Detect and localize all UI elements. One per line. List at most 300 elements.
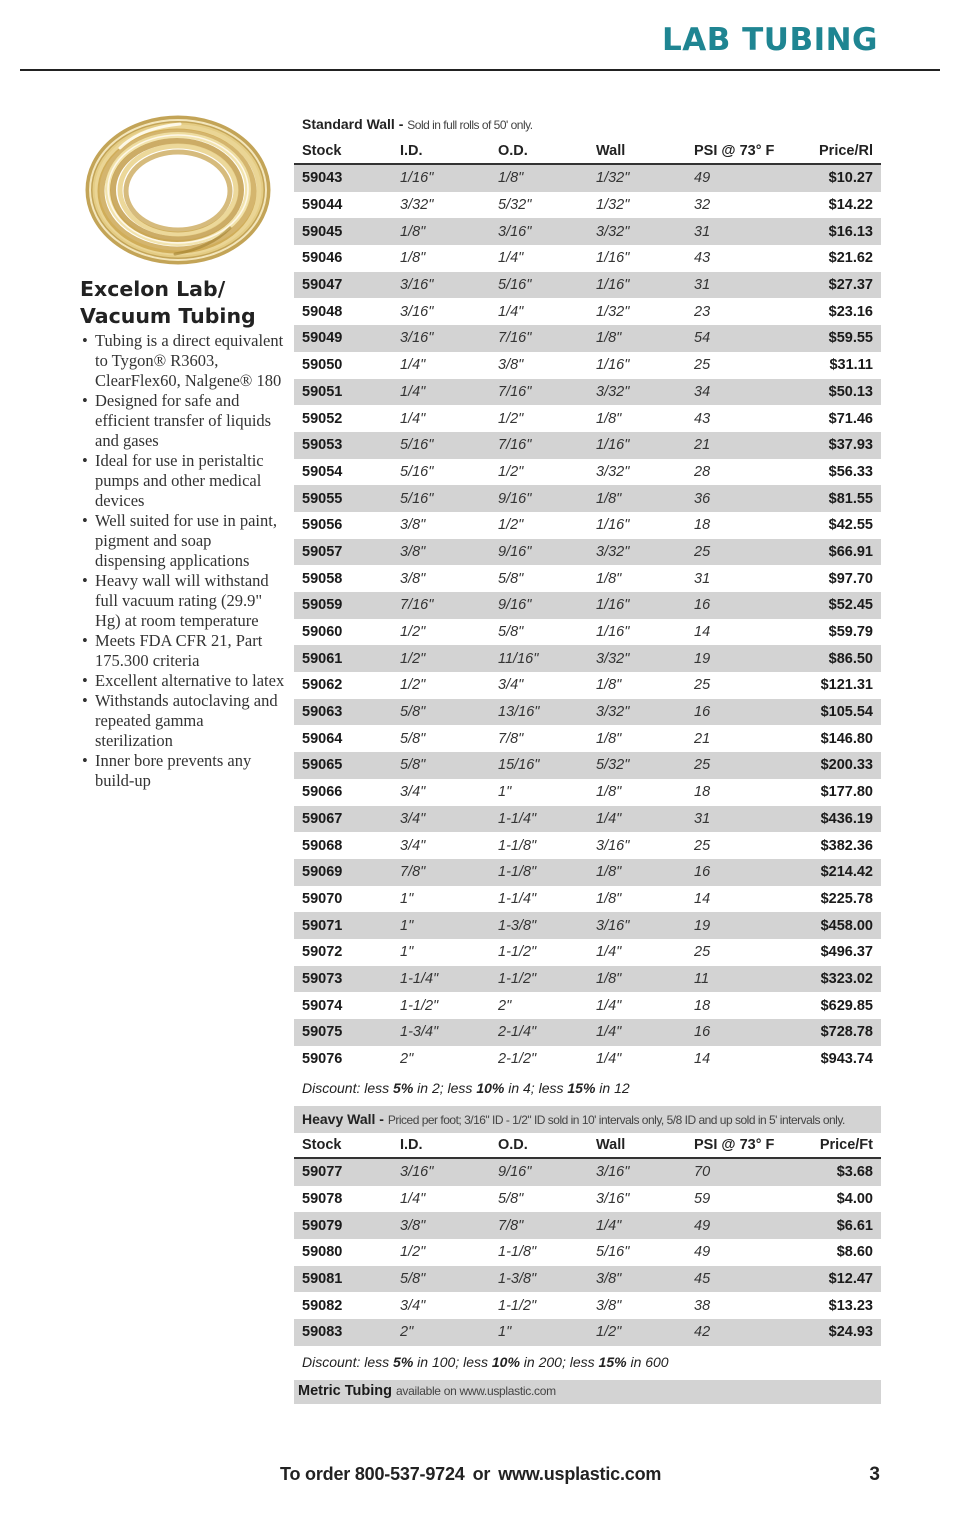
column-header-stock: Stock xyxy=(294,139,392,164)
feature-item: • Meets FDA CFR 21, Part 175.300 criteria xyxy=(80,631,285,671)
cell-price: $13.23 xyxy=(828,1297,873,1314)
table-row xyxy=(294,218,881,245)
cell-wall: 1/8" xyxy=(588,966,686,993)
cell-stock: 59045 xyxy=(294,218,392,245)
heavy-wall-table xyxy=(294,1133,881,1346)
cell-psi: 18 xyxy=(694,784,711,801)
cell-psi: 21 xyxy=(694,730,711,747)
cell-stock: 59051 xyxy=(294,379,392,406)
cell-od: 5/16" xyxy=(490,272,588,299)
cell-price: $105.54 xyxy=(786,699,881,726)
cell-wall: 1/4" xyxy=(588,1212,686,1239)
table-row xyxy=(294,886,881,913)
cell-stock: 59056 xyxy=(302,517,343,534)
feature-item: • Designed for safe and efficient transfer of liquids and gases xyxy=(80,391,285,451)
cell-id: 1/8" xyxy=(392,218,490,245)
heavy-wall-note: Priced per foot; 3/16" ID - 1/2" ID sold in 10' intervals only, 5/8 ID and up sold in 5' intervals only. xyxy=(387,1113,845,1127)
cell-wall: 1/2" xyxy=(588,1319,686,1346)
discount-text: in 600 xyxy=(626,1353,669,1370)
discount-pct: 15% xyxy=(598,1353,627,1370)
cell-wall: 1/4" xyxy=(596,944,622,961)
cell-wall: 1/8" xyxy=(588,859,686,886)
cell-wall: 1/8" xyxy=(596,410,622,427)
cell-price: $943.74 xyxy=(820,1051,873,1068)
cell-wall: 1/32" xyxy=(596,197,630,214)
discount-pct: 10% xyxy=(491,1353,520,1370)
table-row xyxy=(294,1319,881,1346)
cell-wall: 3/32" xyxy=(588,379,686,406)
standard-wall-discount xyxy=(294,1072,881,1102)
cell-id: 1/2" xyxy=(400,624,426,641)
discount-text: in 4; less xyxy=(504,1080,568,1097)
cell-psi: 14 xyxy=(694,1051,711,1068)
product-name-line-1: Excelon Lab/ xyxy=(80,277,226,301)
cell-price: $14.22 xyxy=(828,197,873,214)
cell-wall: 1/32" xyxy=(588,164,686,192)
discount-pct: 15% xyxy=(567,1080,596,1097)
cell-price: $10.27 xyxy=(786,164,881,192)
cell-price: $4.00 xyxy=(836,1191,873,1208)
cell-id: 1" xyxy=(400,890,414,907)
cell-psi: 23 xyxy=(694,303,711,320)
cell-wall: 3/16" xyxy=(588,1158,686,1186)
cell-wall: 3/8" xyxy=(596,1297,622,1314)
table-row xyxy=(294,272,881,299)
cell-stock: 59071 xyxy=(294,912,392,939)
cell-id: 1/2" xyxy=(400,1244,426,1261)
table-row xyxy=(294,164,881,192)
heavy-wall-discount xyxy=(294,1346,881,1376)
cell-psi: 38 xyxy=(694,1297,711,1314)
cell-wall: 1/8" xyxy=(588,325,686,352)
cell-id: 3/4" xyxy=(392,806,490,833)
section-title: LAB TUBING xyxy=(661,22,878,58)
discount-text: Discount: less xyxy=(302,1353,394,1370)
feature-item: • Inner bore prevents any build-up xyxy=(80,751,285,791)
cell-stock: 59047 xyxy=(294,272,392,299)
column-header-wall: Wall xyxy=(588,1133,686,1158)
cell-psi: 45 xyxy=(686,1266,786,1293)
cell-od: 1-3/8" xyxy=(490,1266,588,1293)
cell-od: 2" xyxy=(498,997,512,1014)
metric-tubing-bar xyxy=(294,1380,881,1404)
cell-od: 9/16" xyxy=(490,485,588,512)
cell-od: 9/16" xyxy=(490,592,588,619)
column-header-id: I.D. xyxy=(392,1133,490,1158)
cell-id: 3/8" xyxy=(400,570,426,587)
cell-stock: 59061 xyxy=(294,645,392,672)
cell-price: $16.13 xyxy=(786,218,881,245)
cell-psi: 11 xyxy=(686,966,786,993)
cell-price: $50.13 xyxy=(786,379,881,406)
cell-psi: 59 xyxy=(694,1191,711,1208)
cell-id: 5/16" xyxy=(392,432,490,459)
table-header-row xyxy=(294,1133,881,1158)
feature-item: • Excellent alternative to latex xyxy=(80,671,285,691)
cell-od: 1-1/4" xyxy=(498,890,537,907)
cell-psi: 21 xyxy=(686,432,786,459)
cell-od: 15/16" xyxy=(490,752,588,779)
cell-price: $146.80 xyxy=(820,730,873,747)
cell-od: 2-1/2" xyxy=(498,1051,537,1068)
cell-wall: 1/8" xyxy=(596,890,622,907)
column-header-price: Price/Ft xyxy=(786,1133,881,1158)
table-row xyxy=(294,725,881,752)
table-row xyxy=(294,379,881,406)
cell-stock: 59068 xyxy=(302,837,343,854)
cell-wall: 3/16" xyxy=(596,837,630,854)
cell-od: 1/2" xyxy=(498,463,524,480)
cell-od: 1/4" xyxy=(498,303,524,320)
order-phone: To order 800-537-9724 xyxy=(280,1464,465,1484)
footer-or: or xyxy=(472,1464,491,1484)
cell-stock: 59067 xyxy=(294,806,392,833)
discount-pct: 10% xyxy=(476,1080,505,1097)
cell-price: $214.42 xyxy=(786,859,881,886)
cell-wall: 5/16" xyxy=(596,1244,630,1261)
table-row xyxy=(294,832,881,859)
cell-stock: 59066 xyxy=(302,784,343,801)
tubing-coil-image xyxy=(80,108,276,268)
table-row xyxy=(294,779,881,806)
cell-stock: 59055 xyxy=(294,485,392,512)
cell-id: 1/8" xyxy=(400,250,426,267)
cell-psi: 25 xyxy=(694,677,711,694)
cell-psi: 14 xyxy=(694,890,711,907)
cell-id: 5/16" xyxy=(400,463,434,480)
cell-psi: 31 xyxy=(694,570,711,587)
table-row xyxy=(294,192,881,219)
footer-order-line xyxy=(280,1464,661,1485)
cell-psi: 42 xyxy=(686,1319,786,1346)
column-header-psi: PSI @ 73° F xyxy=(686,1133,786,1158)
cell-od: 1-1/2" xyxy=(490,966,588,993)
cell-od: 9/16" xyxy=(490,1158,588,1186)
table-row xyxy=(294,619,881,646)
cell-stock: 59052 xyxy=(302,410,343,427)
cell-id: 3/16" xyxy=(392,272,490,299)
cell-id: 1/4" xyxy=(400,1191,426,1208)
discount-text: in 200; less xyxy=(519,1353,599,1370)
product-name xyxy=(80,276,256,330)
cell-id: 5/8" xyxy=(392,699,490,726)
cell-od: 1/4" xyxy=(498,250,524,267)
cell-psi: 43 xyxy=(694,410,711,427)
cell-od: 3/8" xyxy=(498,357,524,374)
cell-od: 1-1/8" xyxy=(498,1244,537,1261)
cell-id: 5/8" xyxy=(400,730,426,747)
cell-id: 1/2" xyxy=(392,645,490,672)
cell-price: $382.36 xyxy=(820,837,873,854)
cell-stock: 59072 xyxy=(302,944,343,961)
cell-price: $629.85 xyxy=(820,997,873,1014)
cell-price: $24.93 xyxy=(786,1319,881,1346)
cell-od: 7/8" xyxy=(490,1212,588,1239)
standard-wall-note: Sold in full rolls of 50' only. xyxy=(407,118,533,132)
cell-stock: 59073 xyxy=(294,966,392,993)
table-row xyxy=(294,352,881,379)
cell-od: 3/16" xyxy=(490,218,588,245)
cell-od: 1" xyxy=(498,784,512,801)
cell-id: 1-1/2" xyxy=(400,997,439,1014)
cell-price: $323.02 xyxy=(786,966,881,993)
cell-price: $121.31 xyxy=(820,677,873,694)
table-row xyxy=(294,512,881,539)
cell-price: $52.45 xyxy=(786,592,881,619)
cell-id: 7/16" xyxy=(392,592,490,619)
feature-item: • Well suited for use in paint, pigment and soap dispensing applications xyxy=(80,511,285,571)
cell-wall: 1/16" xyxy=(596,250,630,267)
table-row xyxy=(294,592,881,619)
cell-psi: 25 xyxy=(694,944,711,961)
cell-id: 1/2" xyxy=(400,677,426,694)
cell-wall: 3/8" xyxy=(588,1266,686,1293)
cell-stock: 59077 xyxy=(294,1158,392,1186)
cell-price: $31.11 xyxy=(829,357,873,374)
cell-wall: 3/32" xyxy=(588,645,686,672)
cell-wall: 3/32" xyxy=(596,463,630,480)
cell-price: $6.61 xyxy=(786,1212,881,1239)
cell-wall: 3/16" xyxy=(588,912,686,939)
table-row xyxy=(294,245,881,272)
heavy-wall-body xyxy=(294,1158,881,1346)
cell-price: $42.55 xyxy=(828,517,873,534)
cell-od: 5/32" xyxy=(498,197,532,214)
heavy-wall-caption xyxy=(294,1106,881,1133)
cell-psi: 16 xyxy=(686,699,786,726)
table-row xyxy=(294,1186,881,1213)
cell-id: 3/8" xyxy=(400,517,426,534)
cell-price: $59.79 xyxy=(828,624,873,641)
cell-price: $200.33 xyxy=(786,752,881,779)
column-header-wall: Wall xyxy=(588,139,686,164)
cell-od: 5/8" xyxy=(498,570,524,587)
column-header-price: Price/Rl xyxy=(786,139,881,164)
discount-pct: 5% xyxy=(393,1353,414,1370)
cell-od: 1-1/8" xyxy=(498,837,537,854)
table-row xyxy=(294,459,881,486)
cell-wall: 1/32" xyxy=(596,303,630,320)
table-row xyxy=(294,298,881,325)
cell-od: 7/16" xyxy=(490,379,588,406)
discount-text: in 2; less xyxy=(413,1080,477,1097)
table-row xyxy=(294,1158,881,1186)
feature-item: • Ideal for use in peristaltic pumps and other medical devices xyxy=(80,451,285,511)
cell-od: 5/8" xyxy=(498,624,524,641)
cell-stock: 59058 xyxy=(302,570,343,587)
table-row xyxy=(294,859,881,886)
table-row xyxy=(294,325,881,352)
table-row xyxy=(294,939,881,966)
cell-psi: 49 xyxy=(694,1244,711,1261)
cell-stock: 59057 xyxy=(294,539,392,566)
cell-price: $86.50 xyxy=(786,645,881,672)
table-row xyxy=(294,1019,881,1046)
cell-od: 1-1/4" xyxy=(490,806,588,833)
table-row xyxy=(294,699,881,726)
cell-stock: 59060 xyxy=(302,624,343,641)
cell-stock: 59046 xyxy=(302,250,343,267)
cell-psi: 18 xyxy=(694,997,711,1014)
cell-stock: 59079 xyxy=(294,1212,392,1239)
cell-od: 7/8" xyxy=(498,730,524,747)
column-header-id: I.D. xyxy=(392,139,490,164)
feature-item: • Withstands autoclaving and repeated gamma sterilization xyxy=(80,691,285,751)
cell-od: 1-1/8" xyxy=(490,859,588,886)
cell-wall: 1/4" xyxy=(588,806,686,833)
cell-stock: 59081 xyxy=(294,1266,392,1293)
table-row xyxy=(294,645,881,672)
cell-id: 1/16" xyxy=(392,164,490,192)
cell-od: 5/8" xyxy=(498,1191,524,1208)
cell-psi: 31 xyxy=(686,218,786,245)
cell-stock: 59082 xyxy=(302,1297,343,1314)
cell-wall: 3/32" xyxy=(588,218,686,245)
cell-id: 3/4" xyxy=(400,1297,426,1314)
cell-stock: 59062 xyxy=(302,677,343,694)
discount-pct: 5% xyxy=(393,1080,414,1097)
cell-psi: 16 xyxy=(686,859,786,886)
table-row xyxy=(294,1212,881,1239)
heavy-wall-title: Heavy Wall - xyxy=(302,1111,384,1127)
cell-price: $81.55 xyxy=(786,485,881,512)
cell-stock: 59069 xyxy=(294,859,392,886)
cell-price: $436.19 xyxy=(786,806,881,833)
cell-od: 1-3/8" xyxy=(490,912,588,939)
cell-stock: 59063 xyxy=(294,699,392,726)
cell-wall: 1/16" xyxy=(596,624,630,641)
cell-stock: 59059 xyxy=(294,592,392,619)
cell-stock: 59078 xyxy=(302,1191,343,1208)
cell-stock: 59048 xyxy=(302,303,343,320)
metric-tubing-note: available on www.usplastic.com xyxy=(396,1383,556,1398)
cell-od: 7/16" xyxy=(490,325,588,352)
cell-id: 1/4" xyxy=(400,357,426,374)
cell-wall: 1/4" xyxy=(596,1051,622,1068)
cell-od: 1/8" xyxy=(490,164,588,192)
cell-id: 1/4" xyxy=(400,410,426,427)
cell-od: 1" xyxy=(490,1319,588,1346)
cell-psi: 19 xyxy=(686,645,786,672)
footer-website-link[interactable]: www.usplastic.com xyxy=(498,1464,662,1484)
cell-psi: 54 xyxy=(686,325,786,352)
table-row xyxy=(294,1046,881,1073)
discount-text: Discount: less xyxy=(302,1080,394,1097)
standard-wall-title: Standard Wall - xyxy=(302,116,404,132)
cell-psi: 49 xyxy=(686,1212,786,1239)
cell-wall: 1/8" xyxy=(596,730,622,747)
cell-stock: 59070 xyxy=(302,890,343,907)
cell-psi: 43 xyxy=(694,250,711,267)
cell-price: $37.93 xyxy=(786,432,881,459)
standard-wall-section xyxy=(294,108,881,1102)
cell-od: 1-1/2" xyxy=(498,1297,537,1314)
table-row xyxy=(294,1266,881,1293)
cell-psi: 25 xyxy=(686,752,786,779)
cell-stock: 59076 xyxy=(302,1051,343,1068)
cell-wall: 1/8" xyxy=(588,485,686,512)
cell-psi: 16 xyxy=(686,1019,786,1046)
discount-text: in 12 xyxy=(595,1080,630,1097)
cell-wall: 1/4" xyxy=(588,1019,686,1046)
feature-item: • Tubing is a direct equivalent to Tygon® R3603, ClearFlex60, Nalgene® 180 xyxy=(80,331,285,391)
cell-price: $3.68 xyxy=(786,1158,881,1186)
cell-od: 13/16" xyxy=(490,699,588,726)
table-row xyxy=(294,806,881,833)
cell-psi: 31 xyxy=(686,272,786,299)
discount-text: in 100; less xyxy=(413,1353,492,1370)
cell-psi: 36 xyxy=(686,485,786,512)
cell-stock: 59044 xyxy=(302,197,343,214)
feature-item: • Heavy wall will withstand full vacuum rating (29.9" Hg) at room temperature xyxy=(80,571,285,631)
cell-id: 5/8" xyxy=(392,752,490,779)
cell-price: $97.70 xyxy=(828,570,873,587)
cell-od: 1-1/2" xyxy=(498,944,537,961)
cell-id: 3/16" xyxy=(392,1158,490,1186)
cell-wall: 1/8" xyxy=(596,677,622,694)
page-number: 3 xyxy=(869,1464,880,1485)
table-row xyxy=(294,992,881,1019)
cell-od: 1/2" xyxy=(498,517,524,534)
cell-stock: 59064 xyxy=(302,730,343,747)
cell-psi: 19 xyxy=(686,912,786,939)
cell-wall: 1/16" xyxy=(596,517,630,534)
cell-wall: 3/32" xyxy=(588,539,686,566)
table-row xyxy=(294,1239,881,1266)
cell-id: 3/8" xyxy=(392,539,490,566)
cell-id: 3/8" xyxy=(392,1212,490,1239)
cell-stock: 59043 xyxy=(294,164,392,192)
cell-id: 3/16" xyxy=(400,303,434,320)
cell-price: $225.78 xyxy=(820,890,873,907)
standard-wall-caption xyxy=(294,108,881,139)
cell-od: 2-1/4" xyxy=(490,1019,588,1046)
cell-psi: 28 xyxy=(694,463,711,480)
cell-psi: 25 xyxy=(694,357,711,374)
cell-id: 1" xyxy=(392,912,490,939)
cell-price: $8.60 xyxy=(836,1244,873,1261)
cell-price: $728.78 xyxy=(786,1019,881,1046)
cell-stock: 59053 xyxy=(294,432,392,459)
cell-stock: 59083 xyxy=(294,1319,392,1346)
cell-wall: 1/16" xyxy=(588,272,686,299)
cell-psi: 32 xyxy=(694,197,711,214)
cell-id: 7/8" xyxy=(392,859,490,886)
table-row xyxy=(294,912,881,939)
cell-psi: 31 xyxy=(686,806,786,833)
cell-od: 3/4" xyxy=(498,677,524,694)
cell-wall: 3/16" xyxy=(596,1191,630,1208)
cell-wall: 1/8" xyxy=(596,570,622,587)
cell-stock: 59049 xyxy=(294,325,392,352)
feature-list xyxy=(80,331,285,791)
cell-id: 2" xyxy=(400,1051,414,1068)
cell-wall: 1/16" xyxy=(596,357,630,374)
cell-od: 11/16" xyxy=(490,645,588,672)
table-row xyxy=(294,432,881,459)
cell-id: 1-3/4" xyxy=(392,1019,490,1046)
header-rule xyxy=(20,69,940,71)
cell-id: 2" xyxy=(392,1319,490,1346)
cell-psi: 49 xyxy=(686,164,786,192)
cell-psi: 25 xyxy=(694,837,711,854)
cell-id: 3/4" xyxy=(400,784,426,801)
table-row xyxy=(294,539,881,566)
cell-price: $21.62 xyxy=(828,250,873,267)
table-row xyxy=(294,565,881,592)
cell-price: $27.37 xyxy=(786,272,881,299)
standard-wall-body xyxy=(294,164,881,1072)
